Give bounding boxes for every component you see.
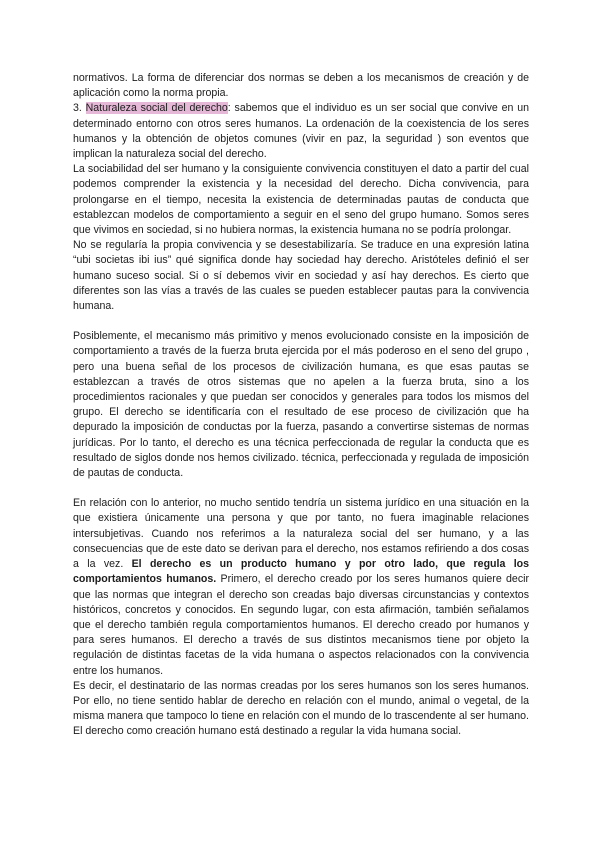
paragraph-ubi-societas: No se regularía la propia convivencia y se desestabilizaría. Se traduce en una expresión latina “ubi societas ibi ius” qué significa donde hay sociedad hay derecho. Aristóteles definió el ser humano suceso social. Si o sí debemos vivir en sociedad y así hay derechos. Es cierto que diferentes son las vías a través de las cuales se pueden establecer pautas para la convivencia humana.	[73, 239, 529, 313]
paragraph-es-decir: Es decir, el destinatario de las normas creadas por los seres humanos son los seres humanos. Por ello, no tiene sentido hablar de derecho en relación con el mundo, animal o vegetal, de la misma manera que tampoco lo tiene en relación con el mundo de lo trascendente al ser humano. El derecho como creación humano está destinado a regular la vida humana social.	[73, 679, 529, 738]
paragraph-sociabilidad: La sociabilidad del ser humano y la consiguiente convivencia constituyen el dato a partir del cual podemos comprender la existencia y la necesidad del derecho. Dicha convivencia, para prolongarse en el tiempo, necesita la existencia de determinadas pautas de conducta que establezcan modelos de comportamiento a seguir en el seno del grupo humano. Somos seres que vivimos en sociedad, si no hubiera normas, la existencia humana no se podría prolongar.	[73, 163, 529, 237]
paragraph-posiblemente: Posiblemente, el mecanismo más primitivo y menos evolucionado consiste en la imposición de comportamiento a través de la fuerza bruta ejercida por el más poderoso en el seno del grupo , pero una buena señal de los procesos de civilización humana, es que esas pautas se establezcan a través de otros sistemas que no apelen a la fuerza bruta, sino a los procedimientos racionales y que puedan ser conocidos y generales para todos los mismos del grupo. El derecho se identificaría con el resultado de ese proceso de civilización que ha depurado la imposición de conductas por la fuerza, pasando a convertirse sistemas de normas jurídicas. Por lo tanto, el derecho es una técnica perfeccionada de regular la conducta que es resultado de siglos donde nos hemos civilizado. técnica, perfeccionada y regulada de imposición de pautas de conducta.	[73, 330, 529, 480]
bold-statement: El derecho es un producto humano y por otro lado, que regula los comportamientos humanos.	[73, 558, 529, 586]
paragraph-en-relacion-start: En relación con lo anterior, no mucho sentido tendría un sistema jurídico en una situación en la que existiera únicamente una persona y que por tanto, no fuera imaginable relaciones intersubjetivas. Cuando nos referimos a la naturaleza social del ser humano, y a las consecuencias que de este dato se derivan para el derecho, nos estamos refiriendo a dos cosas a la vez.	[73, 497, 529, 571]
section-intro-text: : sabemos que el individuo es un ser social que convive en un determinado entorno con otros seres humanos. La ordenación de la coexistencia de los seres humanos y la obtención de objetos comunes (vivir en paz, la seguridad ) son eventos que implican la naturaleza social del derecho.	[73, 102, 529, 161]
paragraph-normativos: normativos. La forma de diferenciar dos normas se deben a los mecanismos de creación y de aplicación como la norma propia.	[73, 72, 529, 100]
section-number: 3.	[73, 102, 86, 115]
paragraph-en-relacion-end: Primero, el derecho creado por los seres humanos quiere decir que las normas que integran el derecho son creadas bajo diversas circunstancias y contextos históricos, concretos y conocidos. En segundo lugar, con esta afirmación, también señalamos que el derecho también regula comportamientos humanos. El derecho creado por humanos y para seres humanos. El derecho a través de sus distintos mecanismos tiene por objeto la regulación de distintas facetas de la vida humana o aspectos relacionados con la convivencia entre los humanos.	[73, 573, 529, 677]
paragraph-gap	[73, 481, 529, 496]
paragraph-gap	[73, 314, 529, 329]
paragraph-en-relacion	[73, 496, 529, 678]
section-heading-highlighted: Naturaleza social del derecho	[85, 102, 228, 115]
document-page	[73, 71, 529, 740]
paragraph-naturaleza-social	[73, 101, 529, 162]
